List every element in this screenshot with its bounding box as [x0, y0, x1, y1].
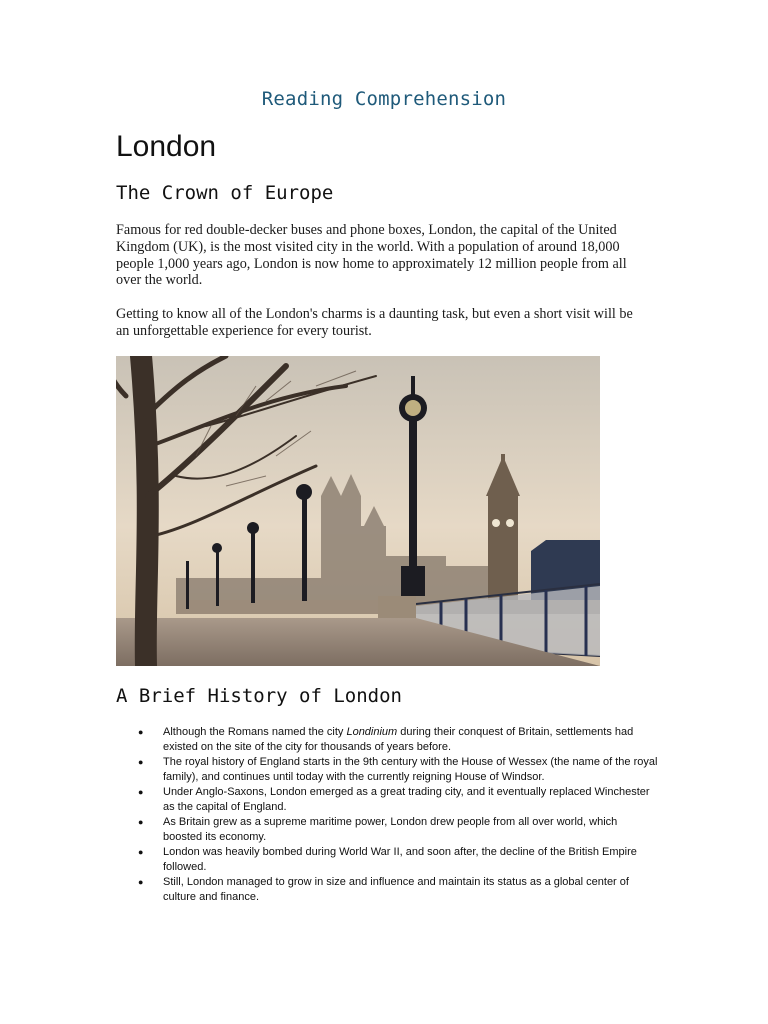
bullet-icon: ● — [138, 757, 144, 767]
tourism-paragraph: Getting to know all of the London's charms is a daunting task, but even a short visit will be an unforgettable experience for every tourist. — [116, 306, 633, 339]
list-item-text: As Britain grew as a supreme maritime power, London drew people from all over world, which boosted its economy. — [163, 816, 618, 843]
list-item — [138, 725, 658, 755]
list-item-text: Under Anglo-Saxons, London emerged as a great trading city, and it eventually replaced Winchester as the capital of England. — [163, 786, 650, 813]
list-item-emphasis: Londinium — [346, 726, 398, 738]
bullet-icon: ● — [138, 817, 144, 827]
bullet-icon: ● — [138, 727, 144, 737]
article-subtitle: The Crown of Europe — [116, 182, 334, 204]
intro-paragraph: Famous for red double-decker buses and phone boxes, London, the capital of the United Kingdom (UK), is the most visited city in the world. With a population of around 18,000 people 1,000 years ago, London is now home to approximately 12 million people from all over the world. — [116, 222, 627, 289]
page-header: Reading Comprehension — [261, 88, 507, 110]
list-item — [138, 755, 658, 785]
list-item-text: London was heavily bombed during World War II, and soon after, the decline of the British Empire followed. — [163, 846, 637, 873]
history-bullet-list — [138, 725, 658, 905]
london-thames-embankment-photo — [116, 356, 600, 666]
list-item — [138, 845, 658, 875]
history-heading: A Brief History of London — [116, 685, 402, 707]
bullet-icon: ● — [138, 877, 144, 887]
list-item-text: during their conquest of Britain, settlements had existed on the site of the city for thousands of years before. — [163, 726, 634, 753]
list-item-text: Although the Romans named the city — [163, 726, 347, 738]
list-item-text: Still, London managed to grow in size and influence and maintain its status as a global center of culture and finance. — [163, 876, 629, 903]
list-item — [138, 815, 658, 845]
list-item-text: The royal history of England starts in the 9th century with the House of Wessex (the name of the royal family), and continues until today with the currently reigning House of Windsor. — [163, 756, 658, 783]
list-item — [138, 875, 658, 905]
list-item — [138, 785, 658, 815]
bullet-icon: ● — [138, 847, 144, 857]
article-title: London — [116, 130, 217, 163]
bullet-icon: ● — [138, 787, 144, 797]
